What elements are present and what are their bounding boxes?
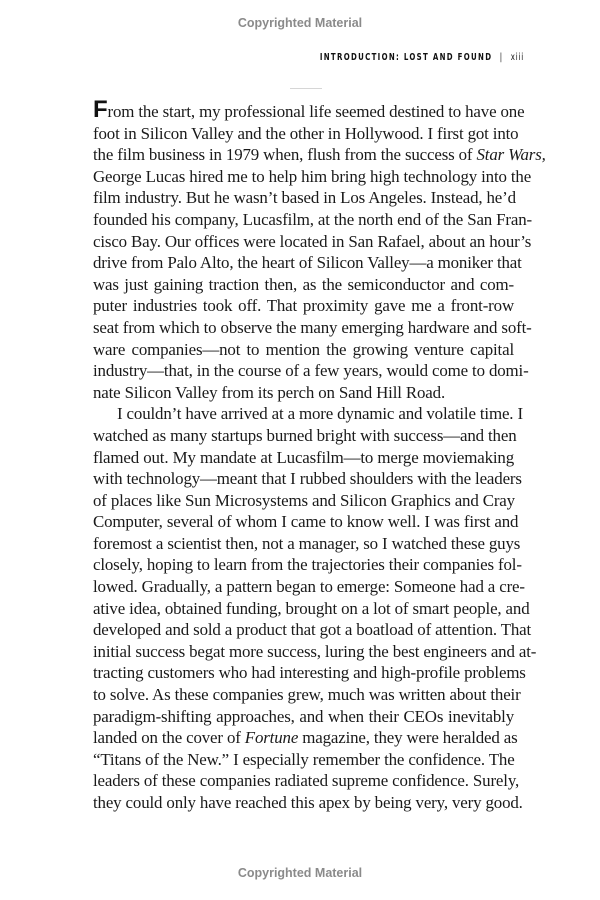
text-line: closely, hoping to learn from the trajectories their companies fol-	[93, 555, 522, 575]
title-star-wars: Star Wars,	[476, 145, 546, 165]
text-line: cisco Bay. Our offices were located in San Rafael, about an hour’s	[93, 231, 532, 251]
text-line: initial success begat more success, luring the best engineers and at-	[93, 641, 537, 661]
text-line: paradigm-shifting approaches, and when their CEOs inevitably	[93, 706, 514, 726]
header-separator: |	[499, 52, 504, 63]
text-line: ware companies—not to mention the growing venture capital	[93, 339, 514, 359]
text-line: I couldn’t have arrived at a more dynamic and volatile time. I	[117, 404, 523, 424]
text-line: foot in Silicon Valley and the other in Hollywood. I first got into	[93, 123, 519, 143]
text-line: “Titans of the New.” I especially remember the confidence. The	[93, 749, 515, 769]
drop-cap: F	[93, 96, 108, 123]
text-line: George Lucas hired me to help him bring high technology into the	[93, 166, 532, 186]
text-line: leaders of these companies radiated supreme confidence. Surely,	[93, 771, 520, 791]
page-number: xiii	[510, 52, 524, 63]
text-line: they could only have reached this apex by being very, very good.	[93, 793, 523, 812]
text-line: developed and sold a product that got a boatload of attention. That	[93, 620, 532, 640]
paragraph-2	[93, 403, 537, 813]
running-head	[320, 52, 524, 63]
text-line: watched as many startups burned bright with success—and then	[93, 425, 517, 445]
text-line: ative idea, obtained funding, brought on a lot of smart people, and	[93, 598, 530, 618]
text-line: drive from Palo Alto, the heart of Silicon Valley—a moniker that	[93, 253, 522, 273]
text-line: tracting customers who had interesting and high-profile problems	[93, 663, 526, 683]
text-line: was just gaining traction then, as the semiconductor and com-	[93, 274, 514, 294]
text-line: flamed out. My mandate at Lucasfilm—to merge moviemaking	[93, 447, 514, 467]
copyright-watermark-bottom: Copyrighted Material	[237, 866, 363, 880]
text-line: nate Silicon Valley from its perch on Sand Hill Road.	[93, 382, 446, 402]
copyright-watermark-top: Copyrighted Material	[237, 16, 363, 30]
text-line: puter industries took off. That proximity gave me a front-row	[93, 296, 514, 316]
text-line: film industry. But he wasn’t based in Los Angeles. Instead, he’d	[93, 188, 516, 208]
paragraph-1	[93, 96, 546, 403]
text-line: seat from which to observe the many emerging hardware and soft-	[93, 317, 532, 337]
text-line: Computer, several of whom I came to know well. I was first and	[93, 512, 519, 532]
text-line: From the start, my professional life seemed destined to have one	[93, 96, 525, 123]
text-line: the film business in 1979 when, flush from the success of Star Wars,	[93, 145, 546, 165]
text-line: landed on the cover of Fortune magazine, they were heralded as	[93, 728, 518, 748]
body-text	[93, 96, 546, 814]
text-line: founded his company, Lucasfilm, at the north end of the San Fran-	[93, 209, 532, 229]
title-fortune: Fortune	[244, 728, 299, 748]
text-line: with technology—meant that I rubbed shoulders with the leaders	[93, 469, 522, 489]
chapter-title: INTRODUCTION: LOST AND FOUND	[319, 52, 493, 63]
text-line: lowed. Gradually, a pattern began to emerge: Someone had a cre-	[93, 577, 525, 597]
text-line: of places like Sun Microsystems and Silicon Graphics and Cray	[93, 490, 515, 510]
section-rule	[290, 88, 322, 89]
text-line: foremost a scientist then, not a manager, so I watched these guys	[93, 533, 521, 553]
text-line: to solve. As these companies grew, much was written about their	[93, 685, 521, 705]
text-line: industry—that, in the course of a few years, would come to domi-	[93, 361, 529, 381]
